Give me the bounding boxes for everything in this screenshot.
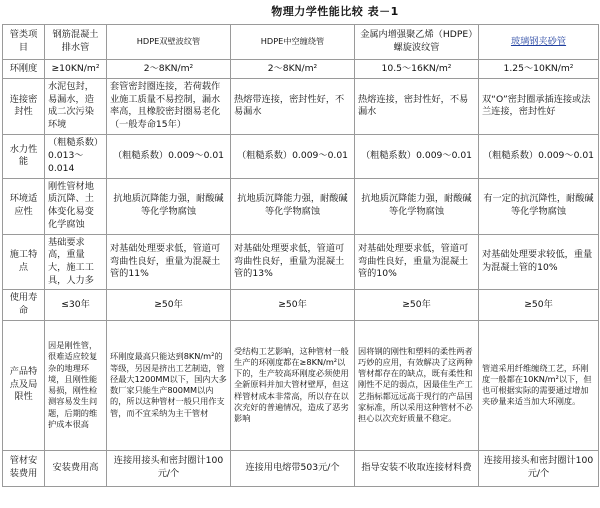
table-cell: ≤30年 <box>45 290 107 320</box>
table-cell: 2～8KN/m² <box>107 60 231 79</box>
table-cell: 对基础处理要求低，管道可弯曲性良好，重量为混凝土管的13% <box>231 234 355 290</box>
table-cell: ≥10KN/m² <box>45 60 107 79</box>
row-label: 管材安装费用 <box>3 450 45 486</box>
table-row <box>3 178 599 234</box>
header-cell-category: 管类项目 <box>3 25 45 60</box>
table-cell: 抗地质沉降能力强，耐酸碱等化学物腐蚀 <box>231 178 355 234</box>
table-cell: 刚性管材地质沉降、土体变化易变化学腐蚀 <box>45 178 107 234</box>
table-cell: 指导安装不收取连接材料费 <box>355 450 479 486</box>
table-cell: ≥50年 <box>107 290 231 320</box>
table-row <box>3 60 599 79</box>
table-cell: 抗地质沉降能力强，耐酸碱等化学物腐蚀 <box>355 178 479 234</box>
row-label: 环境适应性 <box>3 178 45 234</box>
table-cell: （粗糙系数）0.009～0.01 <box>231 134 355 178</box>
table-cell: （粗糙系数）0.009～0.01 <box>355 134 479 178</box>
table-cell: 2～8KN/m² <box>231 60 355 79</box>
header-cell-concrete: 钢筋混凝土排水管 <box>45 25 107 60</box>
table-cell: 管道采用纤维缠绕工艺，环刚度一般都在10KN/m²以下，但也可根据实际的需要通过增加夹砂量来适当加大环刚度。 <box>479 320 599 450</box>
table-cell: 连接用接头和密封圈计100元/个 <box>107 450 231 486</box>
table-row <box>3 290 599 320</box>
table-row <box>3 450 599 486</box>
comparison-table <box>2 24 599 487</box>
table-cell: 热熔带连接，密封性好，不易漏水 <box>231 79 355 135</box>
row-label: 水力性能 <box>3 134 45 178</box>
table-cell: 套管密封圈连接，若荷载作业施工质量不易控制，漏水率高，且橡胶密封圈易老化（一般寿命15年） <box>107 79 231 135</box>
table-cell: 双“O”密封圈承插连接或法兰连接，密封性好 <box>479 79 599 135</box>
table-row <box>3 79 599 135</box>
table-cell: 1.25～10KN/m² <box>479 60 599 79</box>
table-row <box>3 234 599 290</box>
table-cell: 对基础处理要求低，管道可弯曲性良好，重量为混凝土管的11% <box>107 234 231 290</box>
frp-link[interactable]: 玻璃钢夹砂管 <box>510 35 567 47</box>
table-cell: （粗糙系数）0.013～0.014 <box>45 134 107 178</box>
header-cell-frp-link[interactable] <box>479 25 599 60</box>
table-cell: 受结构工艺影响，这种管材一般生产的环刚度都在≥8KN/m²以下的，生产较高环刚度必须使用全新原料并加大管材壁厚，但这样管材成本非常高，所以存在以次充好的普遍情况，造成了恶劣影响 <box>231 320 355 450</box>
table-cell: ≥50年 <box>355 290 479 320</box>
table-cell: 安装费用高 <box>45 450 107 486</box>
header-cell-hdpe-hollow: HDPE中空缠绕管 <box>231 25 355 60</box>
table-cell: 环刚度最高只能达到8KN/m²的等级，另因是挤出工艺制造，管径最大1200MM以下，国内大多数厂家只能生产800MM以内的，所以这种管材一般只用作支管，而不宜采纳为主干管材 <box>107 320 231 450</box>
table-cell: 因将钢的刚性和塑料的柔性两者巧妙的应用，有效解决了这两种管材都存在的缺点，既有柔性和刚性不足的弱点，因最佳生产工艺指标都远远高于现行的产品国家标准，所以采用这种管材不必担心以次充好质量不稳定。 <box>355 320 479 450</box>
row-label: 环刚度 <box>3 60 45 79</box>
table-cell: 热熔连接，密封性好，不易漏水 <box>355 79 479 135</box>
table-cell: 10.5～16KN/m² <box>355 60 479 79</box>
table-cell: 有一定的抗沉降性，耐酸碱等化学物腐蚀 <box>479 178 599 234</box>
row-label: 连接密封性 <box>3 79 45 135</box>
header-cell-steel-hdpe: 金属内增强聚乙烯（HDPE）螺旋波纹管 <box>355 25 479 60</box>
row-label: 使用寿命 <box>3 290 45 320</box>
table-cell: 抗地质沉降能力强，耐酸碱等化学物腐蚀 <box>107 178 231 234</box>
table-cell: （粗糙系数）0.009～0.01 <box>479 134 599 178</box>
table-cell: ≥50年 <box>479 290 599 320</box>
table-cell: 水泥包封，易漏水，造成二次污染环境 <box>45 79 107 135</box>
table-title: 物理力学性能比较 表－1 <box>271 5 399 18</box>
table-cell: ≥50年 <box>231 290 355 320</box>
row-label: 施工特点 <box>3 234 45 290</box>
table-cell: （粗糙系数）0.009～0.01 <box>107 134 231 178</box>
table-cell: 对基础处理要求较低，重量为混凝土管的10% <box>479 234 599 290</box>
header-cell-hdpe-double: HDPE双壁波纹管 <box>107 25 231 60</box>
header-row <box>3 25 599 60</box>
table-cell: 基础要求高，重量大，施工工具，人力多 <box>45 234 107 290</box>
table-row <box>3 320 599 450</box>
table-cell: 因是刚性管，很难适应较复杂的地理环境，且刚性能易损，刚性检测容易发生问题，后期的维护成本很高 <box>45 320 107 450</box>
table-cell: 对基础处理要求低，管道可弯曲性良好，重量为混凝土管的10% <box>355 234 479 290</box>
table-cell: 连接用接头和密封圈计100元/个 <box>479 450 599 486</box>
row-label: 产品特点及局限性 <box>3 320 45 450</box>
table-cell: 连接用电熔带503元/个 <box>231 450 355 486</box>
table-row <box>3 134 599 178</box>
